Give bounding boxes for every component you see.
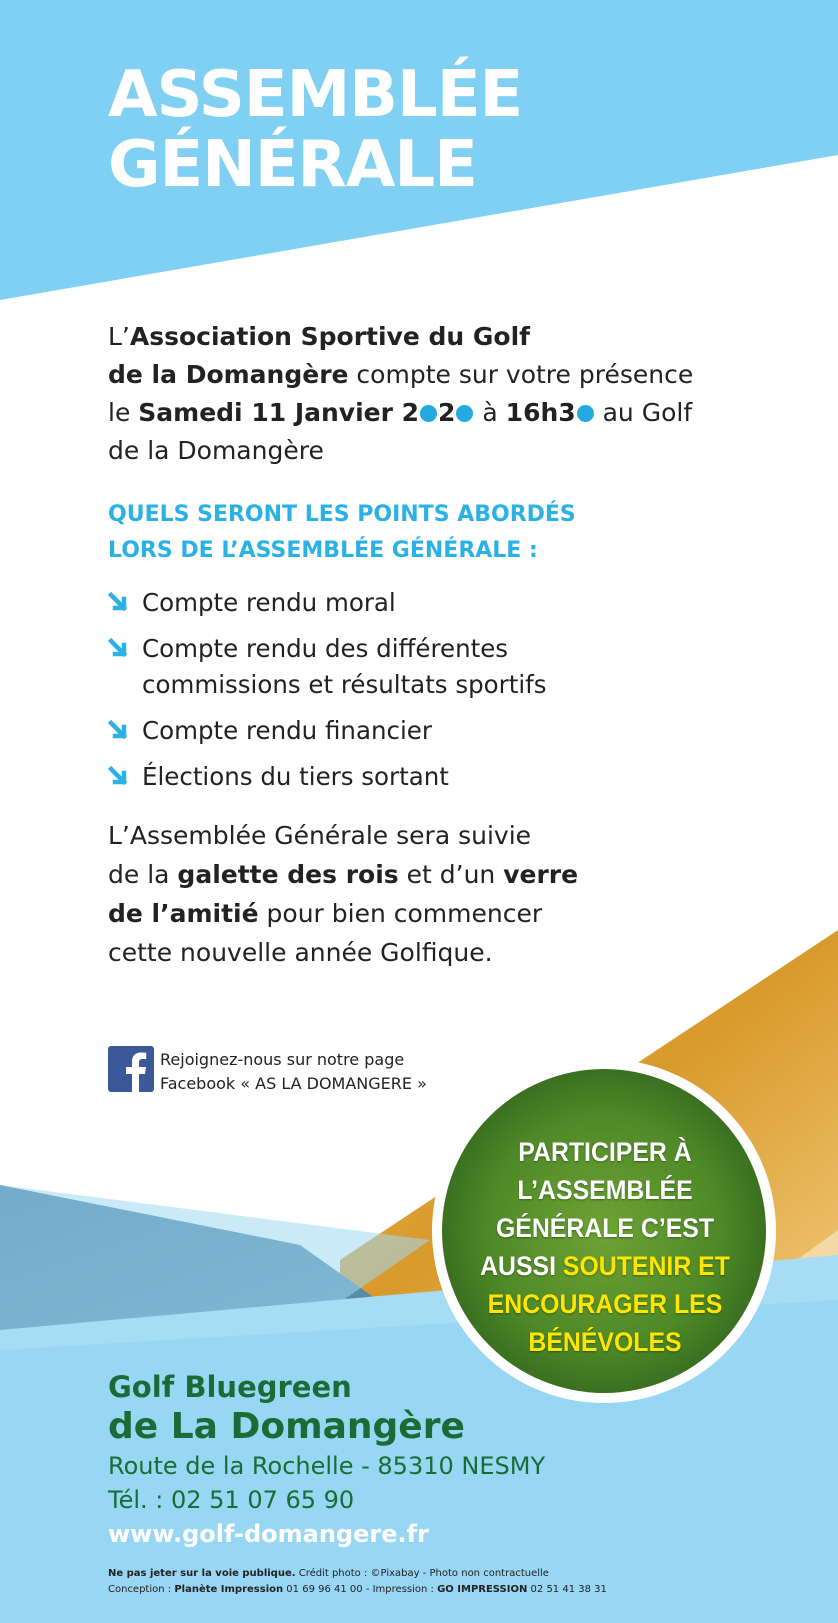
facebook-line-1: Rejoignez-nous sur notre page [160, 1050, 405, 1069]
points-heading-line-2: LORS DE L’ASSEMBLÉE GÉNÉRALE : [108, 538, 538, 563]
intro-text: L’ [108, 322, 130, 351]
org-name-2: de la Domangère [108, 360, 349, 389]
website-link[interactable]: www.golf-domangere.fr [108, 1520, 429, 1548]
dot-icon [456, 405, 473, 422]
title-line-1: ASSEMBLÉE [108, 58, 523, 132]
facebook-icon[interactable] [108, 1046, 154, 1092]
intro-paragraph [108, 318, 748, 470]
list-item: Compte rendu moral [108, 585, 668, 621]
badge-message: PARTICIPER À L’ASSEMBLÉE GÉNÉRALE C’EST AUSSI SOUTENIR ET ENCOURAGER LES BÉNÉVOLES [480, 1137, 730, 1357]
address: Route de la Rochelle - 85310 NESMY [108, 1452, 546, 1480]
intro-text-6: de la Domangère [108, 436, 324, 465]
event-time: 16h3 [505, 398, 576, 427]
golf-name-line-1: Golf Bluegreen [108, 1370, 352, 1404]
list-item: Compte rendu financier [108, 713, 668, 749]
arrow-down-right-icon [108, 766, 130, 788]
event-date-year: 2 [438, 398, 456, 427]
dot-icon [577, 405, 594, 422]
facebook-line-2: Facebook « AS LA DOMANGERE » [160, 1074, 427, 1093]
points-heading-line-1: QUELS SERONT LES POINTS ABORDÉS [108, 502, 576, 527]
title-line-2: GÉNÉRALE [108, 128, 477, 202]
arrow-down-right-icon [108, 592, 130, 614]
arrow-down-right-icon [108, 638, 130, 660]
dot-icon [420, 405, 437, 422]
intro-text-5: au Golf [594, 398, 693, 427]
intro-text-2: compte sur votre présence [348, 360, 694, 389]
phone-number[interactable]: Tél. : 02 51 07 65 90 [108, 1486, 355, 1514]
page-title [108, 60, 522, 200]
closing-paragraph: L’Assemblée Générale sera suivie de la galette des rois et d’un verre de l’amitié pour bien commencer cette nouvelle année Golfique. [108, 821, 579, 967]
points-heading [108, 497, 576, 569]
fine-print: Ne pas jeter sur la voie publique. Crédit photo : ©Pixabay - Photo non contractuelle Conception : Planète Impression 01 69 96 41 00 - Impression : GO IMPRESSION 02 51 41 38 31 [108, 1568, 607, 1595]
list-item: Compte rendu des différentes commissions et résultats sportifs [108, 631, 668, 703]
arrow-down-right-icon [108, 720, 130, 742]
points-list [108, 585, 668, 805]
intro-text-3: le [108, 398, 139, 427]
golf-name-line-2: de La Domangère [108, 1406, 465, 1447]
intro-text-4: à [474, 398, 506, 427]
org-name: Association Sportive du Golf [129, 322, 531, 351]
list-item: Élections du tiers sortant [108, 759, 668, 795]
facebook-invite[interactable] [160, 1048, 427, 1096]
event-date: Samedi 11 Janvier 2 [138, 398, 420, 427]
